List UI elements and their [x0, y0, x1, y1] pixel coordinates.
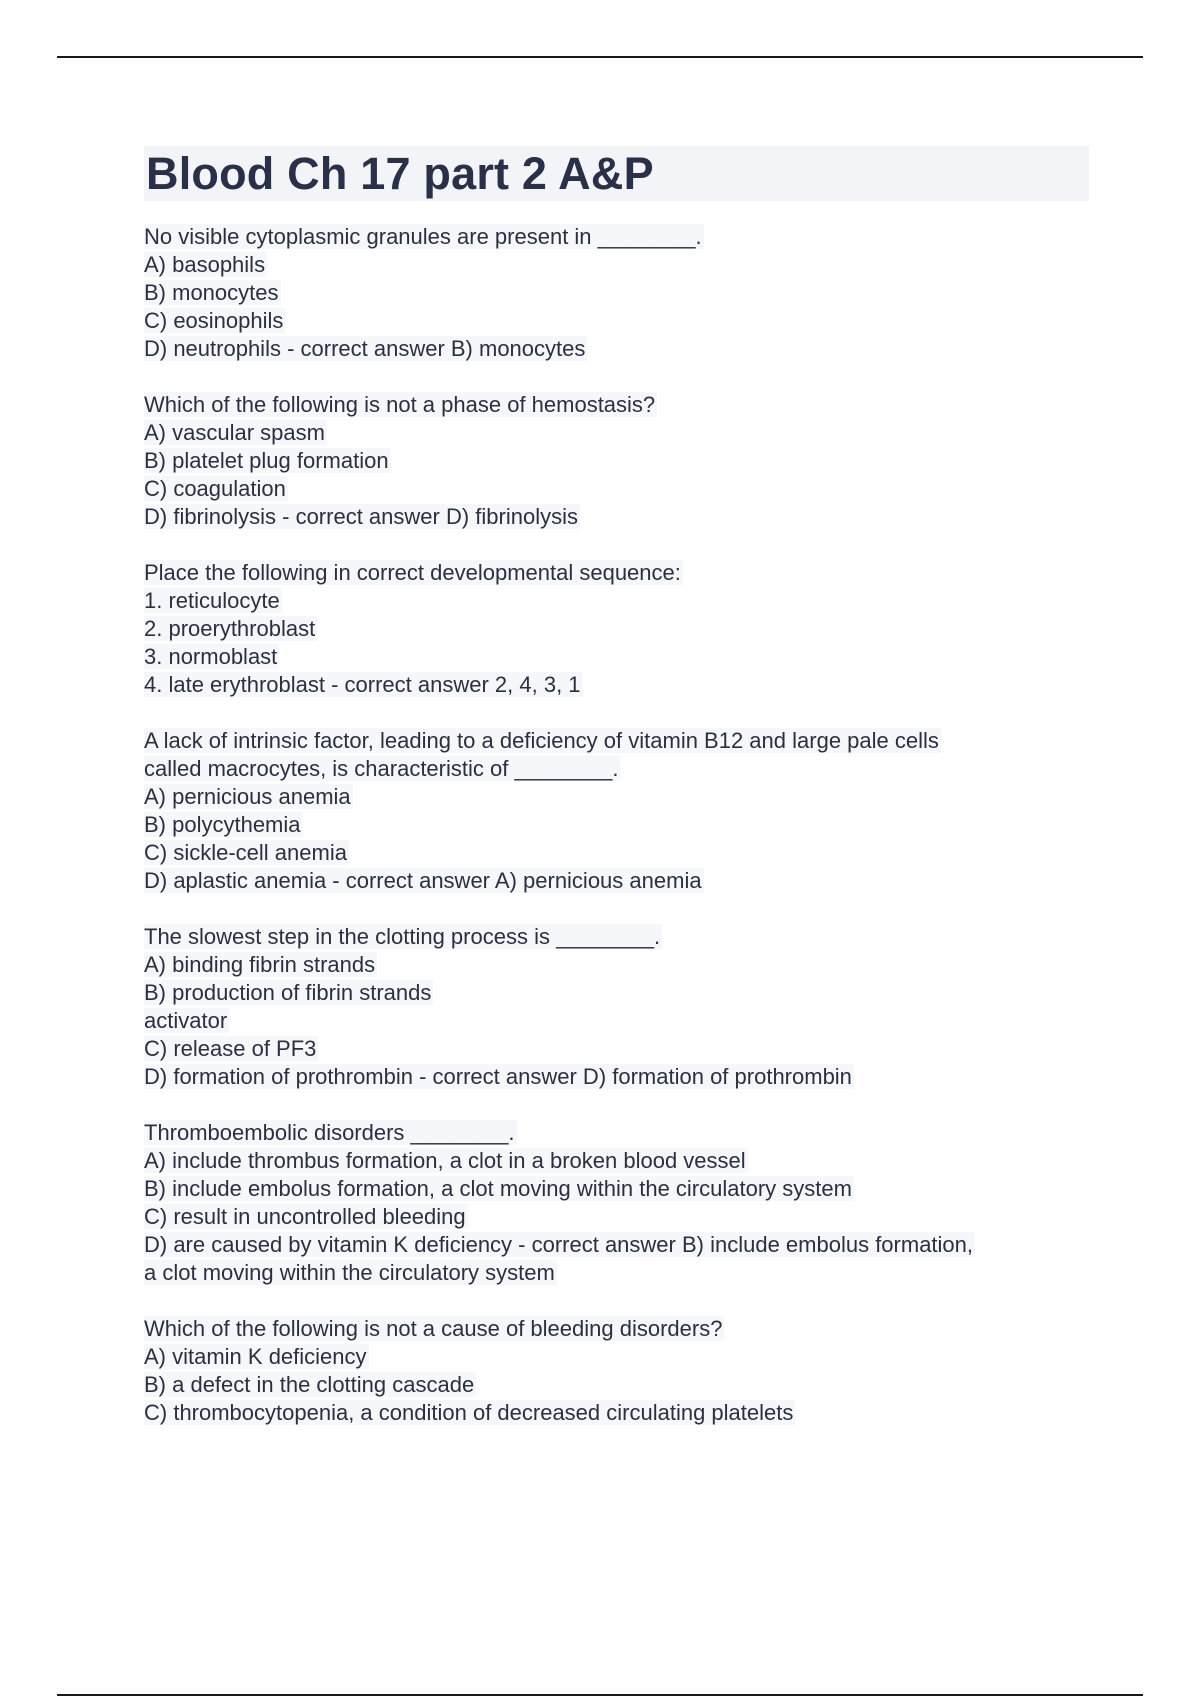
question-block	[144, 559, 1089, 699]
question-line	[144, 1371, 1089, 1399]
question-line	[144, 1203, 1089, 1231]
line-text: D) formation of prothrombin - correct answer D) formation of prothrombin	[144, 1064, 852, 1089]
question-line	[144, 1007, 1089, 1035]
question-line	[144, 335, 1089, 363]
question-line	[144, 475, 1089, 503]
question-text	[144, 727, 1089, 755]
title-bar	[144, 146, 1089, 201]
question-line	[144, 1035, 1089, 1063]
line-text: C) result in uncontrolled bleeding	[144, 1204, 466, 1229]
line-text: Which of the following is not a cause of bleeding disorders?	[144, 1316, 723, 1341]
question-line	[144, 503, 1089, 531]
line-text: 1. reticulocyte	[144, 588, 280, 613]
question-line	[144, 1175, 1089, 1203]
line-text: B) a defect in the clotting cascade	[144, 1372, 475, 1397]
bottom-rule	[57, 1694, 1143, 1696]
question-line	[144, 951, 1089, 979]
question-line	[144, 755, 1089, 783]
line-text: B) production of fibrin strands	[144, 980, 432, 1005]
line-text: D) fibrinolysis - correct answer D) fibrinolysis	[144, 504, 578, 529]
line-text: C) coagulation	[144, 476, 286, 501]
line-text: activator	[144, 1008, 228, 1033]
line-text: C) release of PF3	[144, 1036, 317, 1061]
question-line	[144, 839, 1089, 867]
line-text: B) monocytes	[144, 280, 279, 305]
document-body	[144, 146, 1089, 1455]
question-line	[144, 279, 1089, 307]
line-text: Which of the following is not a phase of hemostasis?	[144, 392, 656, 417]
question-line	[144, 307, 1089, 335]
question-block	[144, 923, 1089, 1091]
line-text: C) eosinophils	[144, 308, 284, 333]
line-text: A) include thrombus formation, a clot in a broken blood vessel	[144, 1148, 746, 1173]
question-line	[144, 867, 1089, 895]
line-text: D) are caused by vitamin K deficiency - correct answer B) include embolus formation,	[144, 1232, 974, 1257]
line-text: A) vascular spasm	[144, 420, 325, 445]
line-text: Thromboembolic disorders ________.	[144, 1120, 515, 1145]
line-text: B) polycythemia	[144, 812, 301, 837]
question-line	[144, 643, 1089, 671]
question-line	[144, 1343, 1089, 1371]
line-text: A) vitamin K deficiency	[144, 1344, 367, 1369]
line-text: D) neutrophils - correct answer B) monocytes	[144, 336, 586, 361]
question-line	[144, 419, 1089, 447]
line-text: called macrocytes, is characteristic of ________.	[144, 756, 619, 781]
line-text: B) platelet plug formation	[144, 448, 389, 473]
question-line	[144, 811, 1089, 839]
question-line	[144, 615, 1089, 643]
line-text: C) thrombocytopenia, a condition of decreased circulating platelets	[144, 1400, 794, 1425]
question-line	[144, 1063, 1089, 1091]
question-line	[144, 671, 1089, 699]
question-text	[144, 1315, 1089, 1343]
question-block	[144, 391, 1089, 531]
question-text	[144, 223, 1089, 251]
question-line	[144, 447, 1089, 475]
question-line	[144, 783, 1089, 811]
question-line	[144, 1231, 1089, 1259]
line-text: D) aplastic anemia - correct answer A) pernicious anemia	[144, 868, 702, 893]
question-text	[144, 1119, 1089, 1147]
line-text: B) include embolus formation, a clot moving within the circulatory system	[144, 1176, 852, 1201]
line-text: A lack of intrinsic factor, leading to a deficiency of vitamin B12 and large pale cells	[144, 728, 939, 753]
line-text: A) binding fibrin strands	[144, 952, 376, 977]
top-rule	[57, 56, 1143, 58]
line-text: The slowest step in the clotting process is ________.	[144, 924, 661, 949]
line-text: a clot moving within the circulatory system	[144, 1260, 555, 1285]
question-line	[144, 1399, 1089, 1427]
line-text: C) sickle-cell anemia	[144, 840, 347, 865]
question-line	[144, 251, 1089, 279]
question-block	[144, 1315, 1089, 1427]
question-list	[144, 223, 1089, 1427]
question-text	[144, 559, 1089, 587]
question-line	[144, 1147, 1089, 1175]
line-text: 3. normoblast	[144, 644, 278, 669]
line-text: No visible cytoplasmic granules are present in ________.	[144, 224, 702, 249]
line-text: 2. proerythroblast	[144, 616, 316, 641]
question-text	[144, 391, 1089, 419]
page-title: Blood Ch 17 part 2 A&P	[146, 147, 654, 199]
question-text	[144, 923, 1089, 951]
line-text: Place the following in correct developmental sequence:	[144, 560, 681, 585]
question-block	[144, 223, 1089, 363]
line-text: A) basophils	[144, 252, 266, 277]
question-line	[144, 587, 1089, 615]
question-block	[144, 1119, 1089, 1287]
question-line	[144, 1259, 1089, 1287]
line-text: 4. late erythroblast - correct answer 2, 4, 3, 1	[144, 672, 581, 697]
question-line	[144, 979, 1089, 1007]
question-block	[144, 727, 1089, 895]
line-text: A) pernicious anemia	[144, 784, 351, 809]
